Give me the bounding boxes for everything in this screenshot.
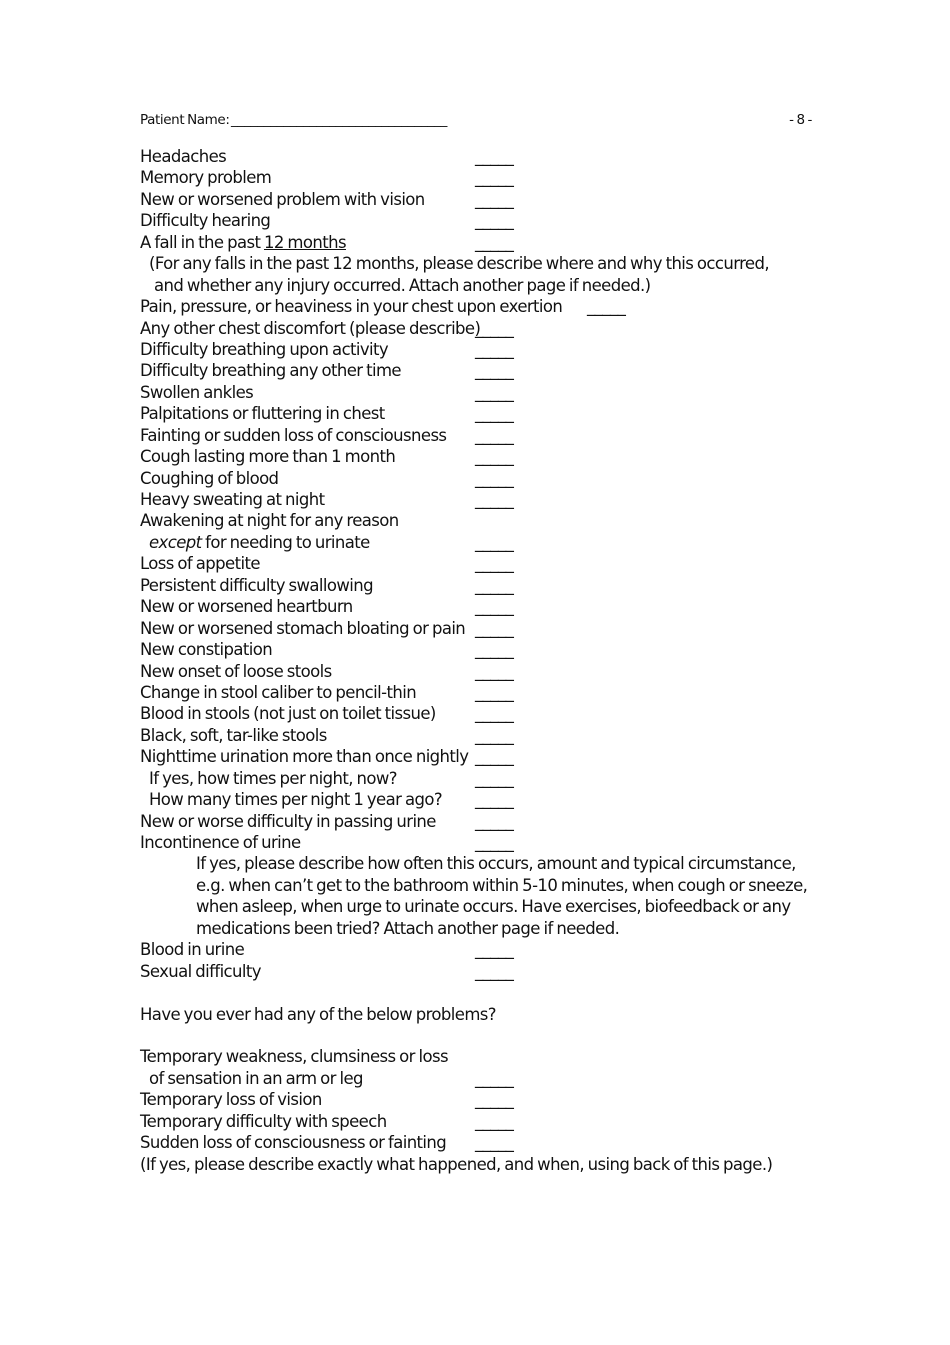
checklist-row [140, 189, 820, 210]
answer-blank[interactable]: _____ [475, 640, 514, 660]
fall-prefix: A fall in the past [140, 232, 261, 252]
answer-blank[interactable]: _____ [475, 961, 514, 981]
incontinence-note-line: medications been tried? Attach another page if needed. [196, 918, 620, 938]
checklist-row [140, 682, 820, 703]
item-label: Memory problem [140, 168, 272, 188]
answer-blank[interactable]: _____ [475, 1068, 514, 1088]
instruction-note [140, 853, 820, 874]
answer-blank[interactable]: _____ [475, 447, 514, 467]
item-label: Pain, pressure, or heaviness in your chest upon exertion [140, 297, 563, 317]
item-label: New or worse difficulty in passing urine [140, 811, 436, 831]
instruction-note [140, 896, 820, 917]
checklist-row [140, 1068, 820, 1089]
answer-blank[interactable]: _____ [475, 425, 514, 445]
checklist-row [140, 939, 820, 960]
item-label: Swollen ankles [140, 382, 254, 402]
item-label: New or worsened heartburn [140, 597, 353, 617]
item-label: Sudden loss of consciousness or fainting [140, 1133, 447, 1153]
fall-note-line: and whether any injury occurred. Attach another page if needed.) [154, 275, 651, 295]
incontinence-note-line: e.g. when can’t get to the bathroom within 5-10 minutes, when cough or sneeze, [196, 875, 808, 895]
instruction-note [140, 918, 820, 939]
checklist-row [140, 339, 820, 360]
item-label: Loss of appetite [140, 554, 260, 574]
answer-blank[interactable]: _____ [475, 682, 514, 702]
answer-blank[interactable]: _____ [475, 725, 514, 745]
checklist-row [140, 596, 820, 617]
emphasis-text: except [149, 532, 202, 552]
answer-blank[interactable]: _____ [475, 211, 514, 231]
item-label: Difficulty breathing any other time [140, 361, 401, 381]
checklist-row [140, 446, 820, 467]
item-label: Difficulty hearing [140, 211, 271, 231]
item-label: New or worsened stomach bloating or pain [140, 618, 466, 638]
checklist-row [140, 746, 820, 767]
answer-blank[interactable]: _____ [475, 661, 514, 681]
item-label: Difficulty breathing upon activity [140, 339, 389, 359]
checklist-row [140, 961, 820, 982]
answer-blank[interactable]: _____ [475, 1111, 514, 1131]
item-label: New or worsened problem with vision [140, 189, 425, 209]
incontinence-note-line: If yes, please describe how often this occurs, amount and typical circumstance, [196, 854, 796, 874]
page-number: - 8 - [789, 112, 812, 128]
item-label: Incontinence of urine [140, 833, 301, 852]
item-label: Blood in stools (not just on toilet tissue) [140, 704, 436, 724]
checklist-row [140, 768, 820, 789]
answer-blank[interactable]: _____ [475, 339, 514, 359]
answer-blank[interactable]: _____ [475, 940, 514, 960]
item-label: Sexual difficulty [140, 961, 261, 981]
checklist-row [140, 468, 820, 489]
item-label: Black, soft, tar-like stools [140, 725, 327, 745]
checklist-row [140, 382, 820, 403]
answer-blank[interactable]: _____ [475, 361, 514, 381]
footer-note: (If yes, please describe exactly what happened, and when, using back of this page.) [140, 1154, 773, 1174]
item-label: of sensation in an arm or leg [149, 1068, 363, 1088]
checklist-row [140, 403, 820, 424]
checklist-row [140, 575, 820, 596]
checklist-row [140, 146, 820, 167]
checklist-row [140, 232, 820, 253]
section-question [140, 1004, 820, 1025]
section-question-text: Have you ever had any of the below problems? [140, 1004, 496, 1024]
checklist-row [140, 1111, 820, 1132]
fall-note-line: (For any falls in the past 12 months, please describe where and why this occurred, [149, 254, 770, 274]
checklist-row [140, 553, 820, 574]
instruction-note [140, 253, 820, 274]
checklist-row [140, 639, 820, 660]
answer-blank[interactable]: _____ [475, 490, 514, 509]
item-label: Palpitations or fluttering in chest [140, 404, 385, 424]
answer-blank[interactable]: _____ [475, 404, 514, 424]
item-label: Persistent difficulty swallowing [140, 575, 373, 595]
checklist-row [140, 725, 820, 746]
item-label: New onset of loose stools [140, 661, 332, 681]
answer-blank[interactable]: _____ [475, 532, 514, 552]
item-label: Temporary difficulty with speech [140, 1111, 387, 1131]
answer-blank[interactable]: _____ [475, 189, 514, 209]
item-label: Temporary loss of vision [140, 1090, 322, 1110]
item-label: If yes, how times per night, now? [149, 768, 397, 788]
item-label: Coughing of blood [140, 468, 279, 488]
item-label: Blood in urine [140, 940, 245, 960]
item-label: Awakening at night for any reason [140, 511, 399, 531]
answer-blank[interactable]: _____ [475, 704, 514, 724]
checklist-row [140, 532, 820, 553]
checklist-row [140, 1132, 820, 1153]
answer-blank[interactable]: _____ [475, 575, 514, 595]
checklist-row [140, 789, 820, 810]
answer-blank[interactable]: _____ [475, 1133, 514, 1153]
instruction-note [140, 875, 820, 896]
checklist-row [140, 318, 820, 339]
instruction-note [140, 275, 820, 296]
item-label: Nighttime urination more than once nightly [140, 747, 469, 767]
checklist-row [140, 167, 820, 188]
answer-blank[interactable]: _____ [475, 147, 514, 166]
item-label: Change in stool caliber to pencil-thin [140, 682, 417, 702]
answer-blank[interactable]: _____ [475, 468, 514, 488]
answer-blank[interactable]: _____ [475, 382, 514, 402]
answer-blank[interactable]: _____ [475, 747, 514, 767]
item-label: New constipation [140, 640, 273, 660]
patient-name-label: Patient Name: [140, 112, 230, 128]
answer-blank[interactable]: _____ [475, 554, 514, 574]
fall-period: 12 months [263, 232, 346, 252]
checklist-row [140, 296, 820, 317]
answer-blank[interactable]: _____ [475, 790, 514, 810]
answer-blank[interactable]: _____ [475, 768, 514, 788]
item-label [140, 232, 346, 253]
answer-blank[interactable]: _____ [475, 811, 514, 831]
incontinence-note-line: when asleep, when urge to urinate occurs. Have exercises, biofeedback or any [196, 897, 791, 917]
item-label: Headaches [140, 147, 227, 166]
item-label [149, 532, 370, 553]
answer-blank[interactable]: _____ [475, 168, 514, 188]
item-label: Cough lasting more than 1 month [140, 447, 396, 467]
spacer [140, 982, 820, 1003]
answer-blank[interactable]: _____ [587, 297, 626, 317]
checklist-row [140, 210, 820, 231]
item-label: Heavy sweating at night [140, 490, 325, 509]
checklist-row [140, 618, 820, 639]
checklist-row [140, 661, 820, 682]
checklist-row [140, 703, 820, 724]
item-label: Fainting or sudden loss of consciousness [140, 425, 447, 445]
answer-blank[interactable]: _____ [475, 597, 514, 617]
answer-blank[interactable]: _____ [475, 1090, 514, 1110]
checklist-row [140, 811, 820, 832]
checklist-row [140, 489, 820, 510]
answer-blank[interactable]: _____ [475, 232, 514, 252]
checklist-row [140, 1046, 820, 1067]
item-label-continued: for needing to urinate [205, 532, 370, 552]
symptom-checklist [140, 146, 820, 1175]
patient-name-field[interactable]: _________________________________ [231, 112, 448, 128]
answer-blank[interactable]: _____ [475, 618, 514, 638]
answer-blank[interactable]: _____ [475, 318, 514, 338]
checklist-row [140, 832, 820, 853]
checklist-row [140, 425, 820, 446]
item-label: How many times per night 1 year ago? [149, 790, 442, 810]
answer-blank[interactable]: _____ [475, 833, 514, 852]
instruction-note [140, 1154, 820, 1175]
page-header [140, 112, 812, 132]
checklist-row [140, 360, 820, 381]
checklist-row [140, 1089, 820, 1110]
item-label: Temporary weakness, clumsiness or loss [140, 1047, 448, 1067]
checklist-row [140, 510, 820, 531]
spacer [140, 1025, 820, 1046]
item-label: Any other chest discomfort (please describe) [140, 318, 481, 338]
